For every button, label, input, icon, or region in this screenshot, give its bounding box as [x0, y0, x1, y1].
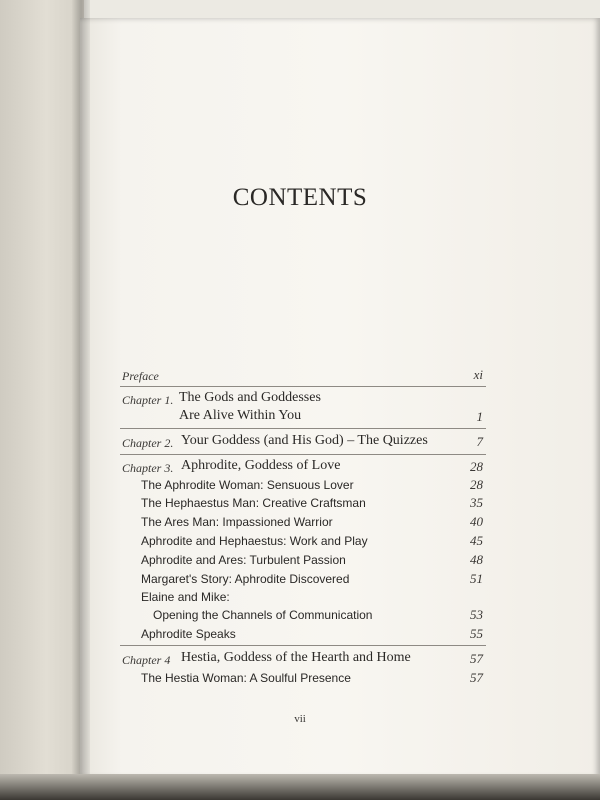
- toc-section-title: The Hestia Woman: A Soulful Presence: [141, 671, 351, 685]
- toc-section-title: Aphrodite Speaks: [141, 627, 236, 641]
- toc-row-section: [0, 494, 600, 514]
- toc-page-number: 1: [476, 409, 483, 424]
- toc-section-title: The Aphrodite Woman: Sensuous Lover: [141, 478, 354, 492]
- toc-row-chapter-1: [0, 390, 600, 410]
- toc-page-number: 55: [470, 626, 483, 641]
- toc-section-title: The Hephaestus Man: Creative Craftsman: [141, 496, 366, 510]
- toc-page-number: 48: [470, 552, 483, 567]
- page-folio: vii: [294, 713, 306, 725]
- toc-separator: [120, 454, 486, 455]
- toc-row-preface: [0, 366, 600, 386]
- toc-row-chapter-2: [0, 433, 600, 453]
- toc-preface-label: Preface: [122, 369, 159, 383]
- toc-page-number: 57: [470, 670, 483, 685]
- toc-page-number: 45: [470, 533, 483, 548]
- toc-separator: [120, 428, 486, 429]
- toc-chapter-label: Chapter 3.: [122, 461, 174, 475]
- toc-page-number: 28: [470, 459, 483, 474]
- toc-chapter-title: Aphrodite, Goddess of Love: [181, 458, 341, 473]
- toc-row-section: [0, 551, 600, 571]
- toc-page-number: 40: [470, 514, 483, 529]
- toc-row-section: [0, 532, 600, 552]
- toc-separator: [120, 645, 486, 646]
- toc-row-section: [0, 588, 600, 608]
- toc-section-title: Aphrodite and Hephaestus: Work and Play: [141, 534, 368, 548]
- toc-page-number: 28: [470, 477, 483, 492]
- toc-section-title: Opening the Channels of Communication: [153, 608, 373, 622]
- toc-row-section: [0, 513, 600, 533]
- toc-section-title: Aphrodite and Ares: Turbulent Passion: [141, 553, 346, 567]
- toc-chapter-label: Chapter 1.: [122, 393, 174, 407]
- toc-page-number: 57: [470, 651, 483, 666]
- toc-page-number: 53: [470, 607, 483, 622]
- toc-section-title: Elaine and Mike:: [141, 590, 230, 604]
- toc-page-number: 35: [470, 495, 483, 510]
- toc-row-section: [0, 570, 600, 590]
- toc-row-chapter-3: [0, 458, 600, 478]
- toc-row-section: [0, 625, 600, 645]
- toc-section-title: The Ares Man: Impassioned Warrior: [141, 515, 333, 529]
- toc-chapter-title: Your Goddess (and His God) – The Quizzes: [181, 433, 428, 448]
- toc-separator: [120, 386, 486, 387]
- toc-row-section: [0, 476, 600, 496]
- toc-section-title: Margaret's Story: Aphrodite Discovered: [141, 572, 350, 586]
- toc-chapter-label: Chapter 2.: [122, 436, 174, 450]
- toc-chapter-title: The Gods and Goddesses: [179, 390, 321, 405]
- toc-page-number: 51: [470, 571, 483, 586]
- toc-page-number: 7: [476, 434, 483, 449]
- toc-chapter-title: Are Alive Within You: [179, 408, 302, 423]
- toc-row-section: [0, 669, 600, 689]
- toc-row-chapter-4: [0, 650, 600, 670]
- bottom-edge-shadow: [0, 774, 600, 800]
- toc-row-chapter-1-cont: [0, 408, 600, 428]
- toc-chapter-label: Chapter 4: [122, 653, 171, 667]
- toc-page-number: xi: [473, 367, 483, 382]
- toc-chapter-title: Hestia, Goddess of the Hearth and Home: [181, 650, 411, 665]
- contents-title: CONTENTS: [232, 184, 368, 211]
- toc-row-section: [0, 606, 600, 626]
